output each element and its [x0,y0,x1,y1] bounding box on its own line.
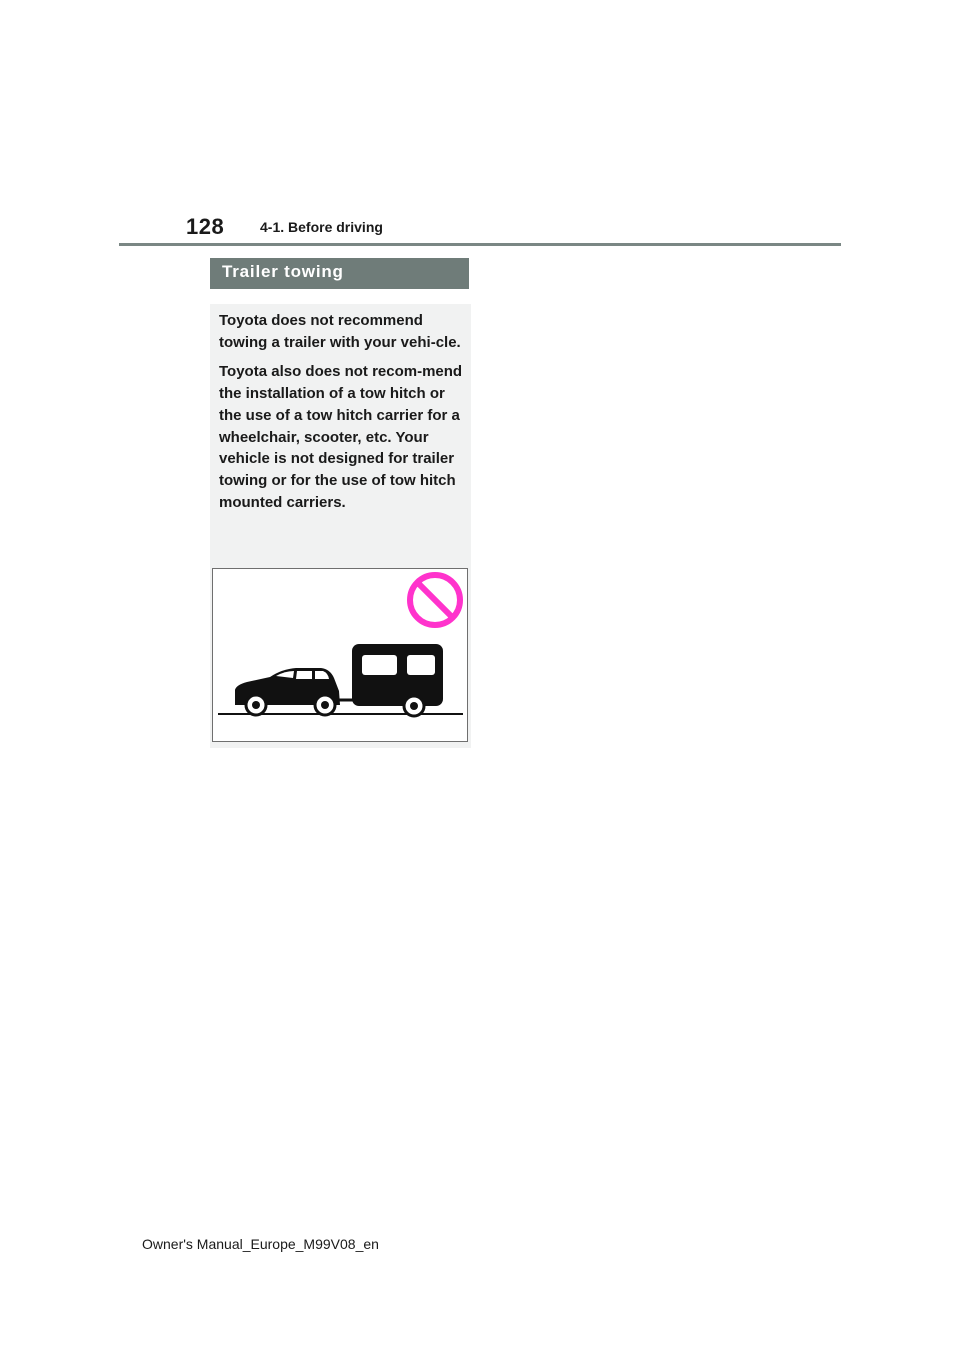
page-number: 128 [186,214,225,239]
prohibited-icon [410,575,460,625]
towing-prohibited-illustration [212,568,468,742]
notice-paragraph: Toyota also does not recom-mend the installation of a tow hitch or the use of a tow hitch carrier for a wheelchair, scooter, etc. Your vehicle is not designed for trailer towing or for the use of tow hitch mounted carriers. [219,363,463,511]
section-breadcrumb: 4-1. Before driving [260,219,383,235]
illustration-graphic [213,569,467,741]
header-divider [119,243,841,246]
manual-footer: Owner's Manual_Europe_M99V08_en [142,1236,379,1252]
notice-paragraph: Toyota does not recommend towing a trailer with your vehi-cle. [219,312,461,351]
section-title: Trailer towing [210,258,469,289]
trailer-icon [352,644,443,716]
car-icon [235,668,340,715]
